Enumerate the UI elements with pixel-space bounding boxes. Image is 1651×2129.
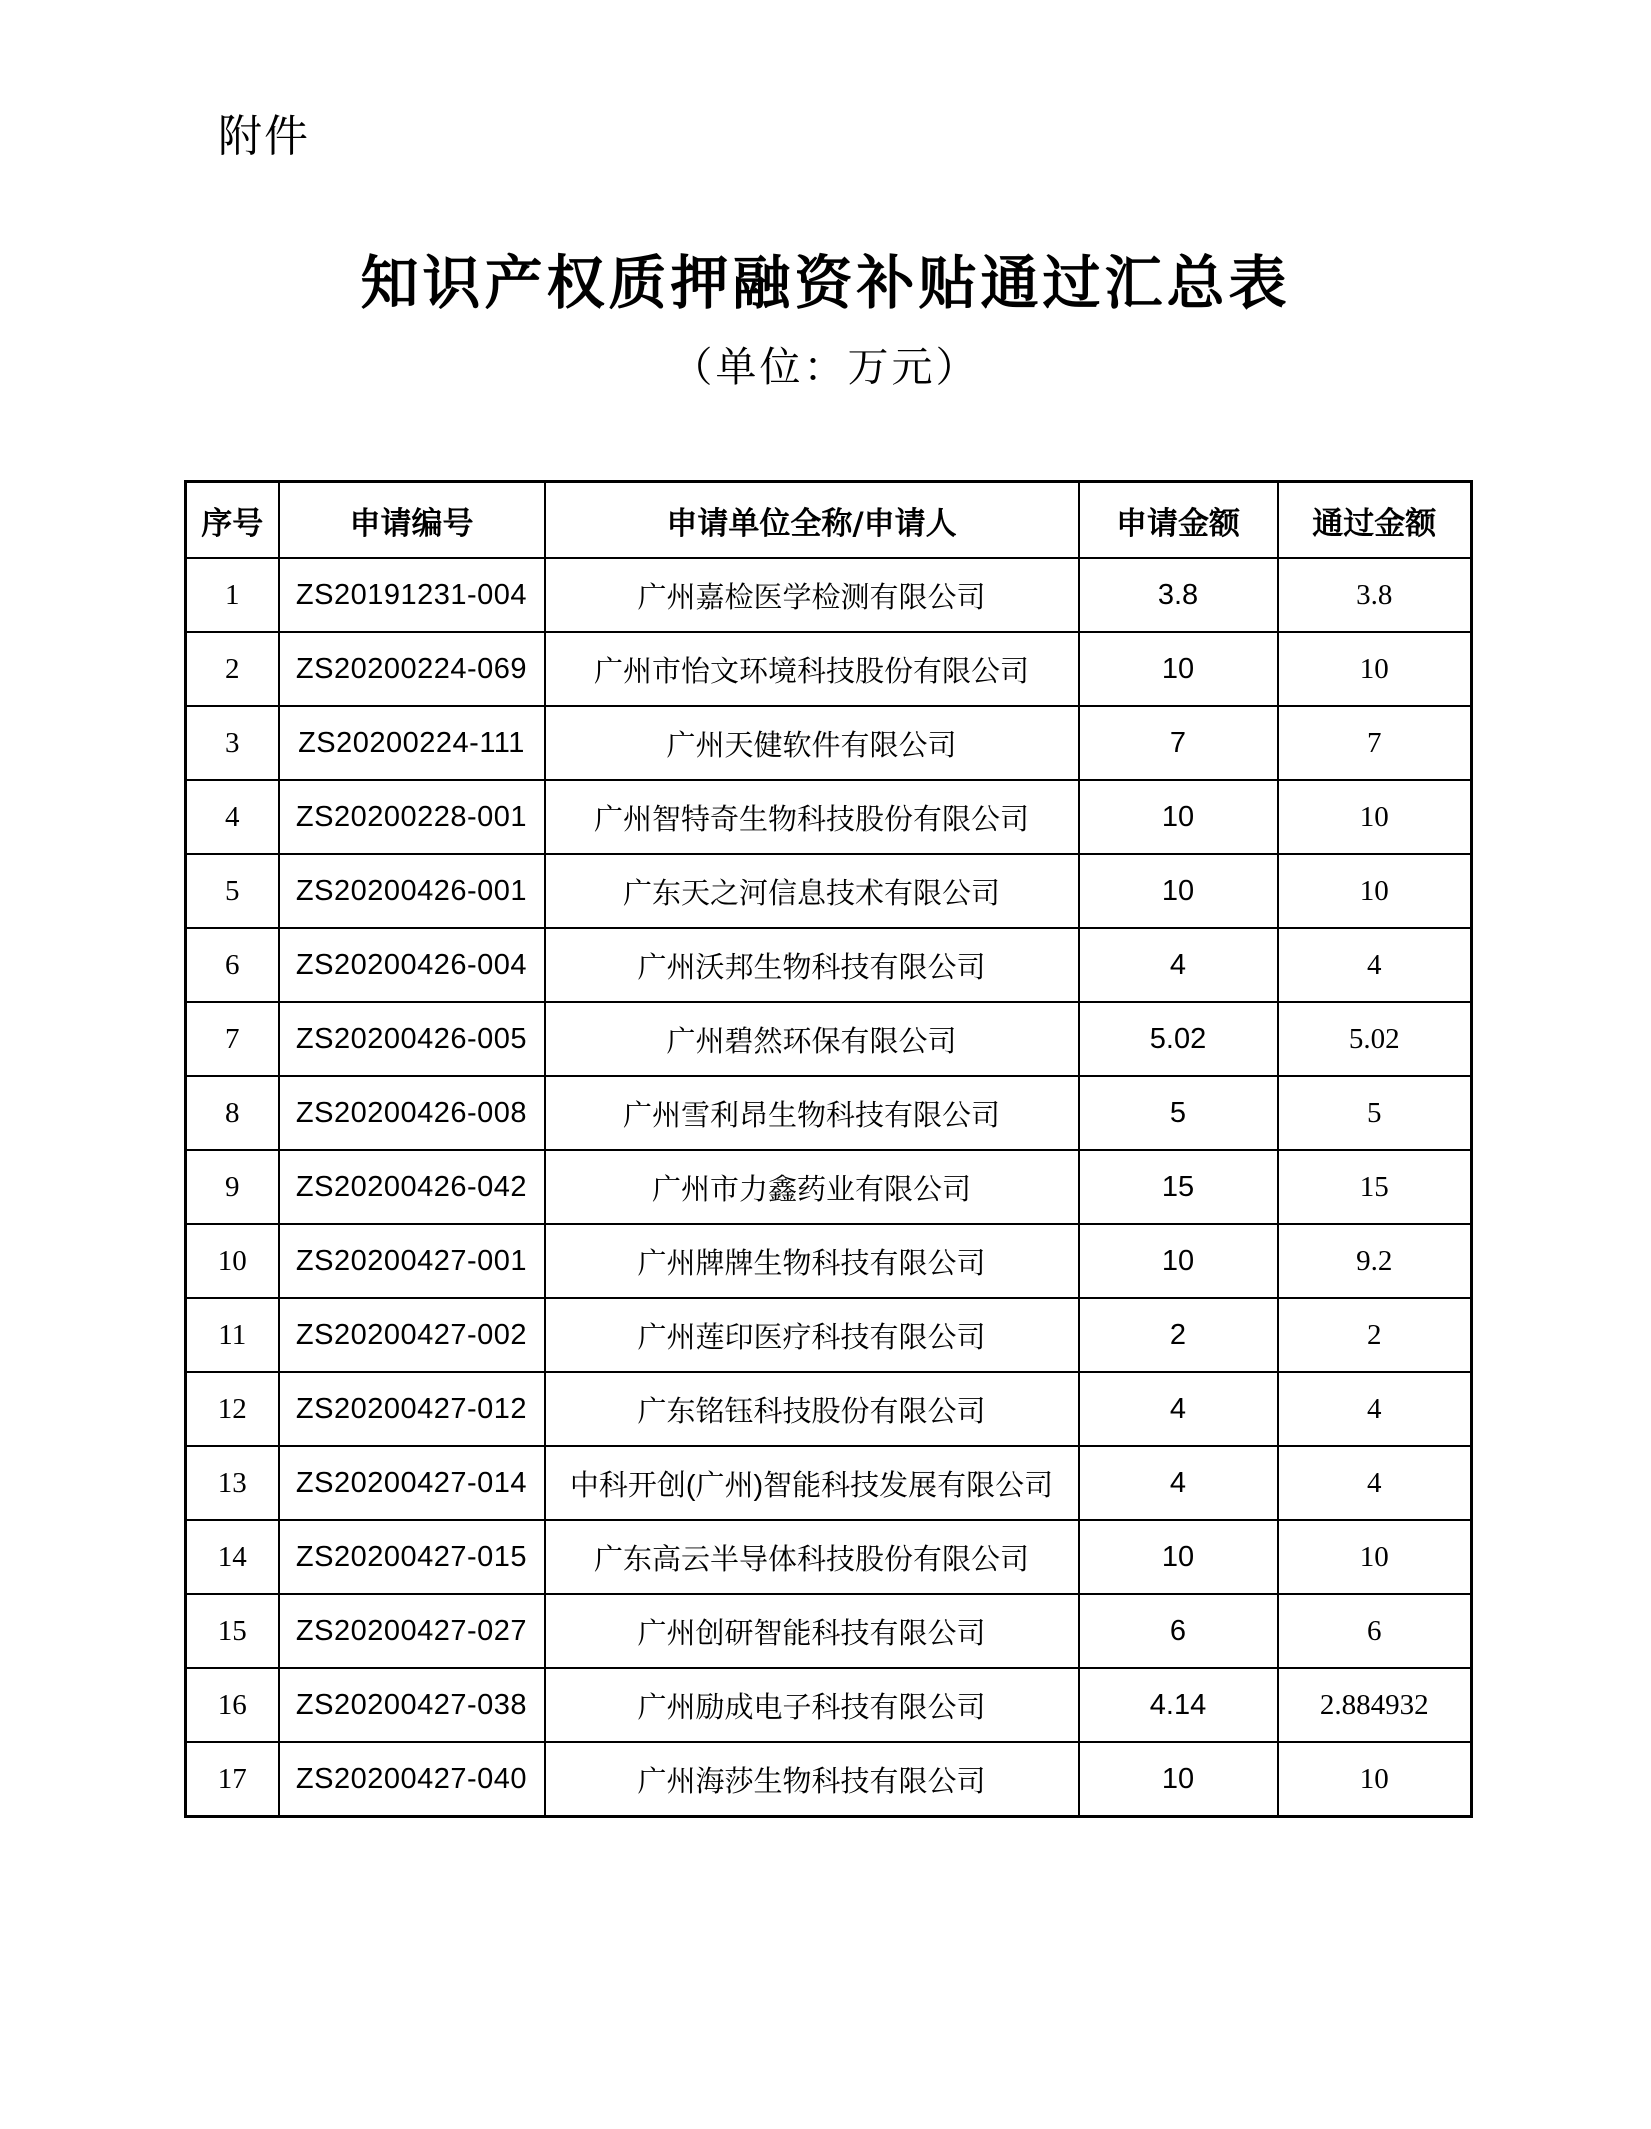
cell-application-no: ZS20200427-012	[279, 1372, 545, 1446]
cell-applicant: 广州励成电子科技有限公司	[545, 1668, 1079, 1742]
cell-applied-amount: 4	[1079, 1372, 1278, 1446]
cell-application-no: ZS20200426-008	[279, 1076, 545, 1150]
cell-applicant: 广州市怡文环境科技股份有限公司	[545, 632, 1079, 706]
table-row	[186, 1520, 1472, 1594]
header-applicant: 申请单位全称/申请人	[545, 482, 1079, 559]
unit-note: （单位：万元）	[671, 343, 980, 391]
table-row	[186, 1150, 1472, 1224]
cell-approved-amount: 4	[1278, 1372, 1472, 1446]
page-title: 知识产权质押融资补贴通过汇总表	[360, 249, 1291, 317]
cell-applicant: 广州碧然环保有限公司	[545, 1002, 1079, 1076]
cell-application-no: ZS20191231-004	[279, 558, 545, 632]
cell-seq: 16	[186, 1668, 279, 1742]
cell-applicant: 广州沃邦生物科技有限公司	[545, 928, 1079, 1002]
cell-application-no: ZS20200427-038	[279, 1668, 545, 1742]
cell-seq: 12	[186, 1372, 279, 1446]
table-row	[186, 1076, 1472, 1150]
cell-application-no: ZS20200228-001	[279, 780, 545, 854]
cell-applied-amount: 10	[1079, 854, 1278, 928]
cell-seq: 11	[186, 1298, 279, 1372]
summary-table	[184, 480, 1473, 1818]
cell-seq: 7	[186, 1002, 279, 1076]
cell-approved-amount: 4	[1278, 1446, 1472, 1520]
cell-seq: 14	[186, 1520, 279, 1594]
cell-applied-amount: 5	[1079, 1076, 1278, 1150]
table-row	[186, 632, 1472, 706]
cell-applicant: 广州天健软件有限公司	[545, 706, 1079, 780]
table-row	[186, 1594, 1472, 1668]
cell-applied-amount: 10	[1079, 1742, 1278, 1817]
cell-application-no: ZS20200426-042	[279, 1150, 545, 1224]
cell-seq: 3	[186, 706, 279, 780]
cell-application-no: ZS20200427-002	[279, 1298, 545, 1372]
cell-approved-amount: 15	[1278, 1150, 1472, 1224]
cell-applied-amount: 2	[1079, 1298, 1278, 1372]
cell-applicant: 广州雪利昂生物科技有限公司	[545, 1076, 1079, 1150]
table-row	[186, 1446, 1472, 1520]
cell-applicant: 广东高云半导体科技股份有限公司	[545, 1520, 1079, 1594]
cell-applicant: 广州嘉检医学检测有限公司	[545, 558, 1079, 632]
header-applied-amount: 申请金额	[1079, 482, 1278, 559]
cell-seq: 8	[186, 1076, 279, 1150]
header-seq: 序号	[186, 482, 279, 559]
cell-approved-amount: 10	[1278, 854, 1472, 928]
header-application-no: 申请编号	[279, 482, 545, 559]
cell-applied-amount: 5.02	[1079, 1002, 1278, 1076]
table-row	[186, 706, 1472, 780]
cell-application-no: ZS20200427-015	[279, 1520, 545, 1594]
cell-applied-amount: 4.14	[1079, 1668, 1278, 1742]
table-row	[186, 1668, 1472, 1742]
cell-seq: 2	[186, 632, 279, 706]
cell-approved-amount: 7	[1278, 706, 1472, 780]
cell-application-no: ZS20200426-005	[279, 1002, 545, 1076]
cell-application-no: ZS20200426-004	[279, 928, 545, 1002]
cell-application-no: ZS20200427-040	[279, 1742, 545, 1817]
table-row	[186, 854, 1472, 928]
cell-applicant: 广州莲印医疗科技有限公司	[545, 1298, 1079, 1372]
cell-application-no: ZS20200224-111	[279, 706, 545, 780]
cell-applicant: 广州市力鑫药业有限公司	[545, 1150, 1079, 1224]
table-row	[186, 1224, 1472, 1298]
cell-approved-amount: 9.2	[1278, 1224, 1472, 1298]
cell-seq: 15	[186, 1594, 279, 1668]
cell-applied-amount: 7	[1079, 706, 1278, 780]
cell-approved-amount: 10	[1278, 1742, 1472, 1817]
cell-applicant: 广东铭钰科技股份有限公司	[545, 1372, 1079, 1446]
table-row	[186, 1298, 1472, 1372]
cell-seq: 10	[186, 1224, 279, 1298]
table-header-row	[186, 482, 1472, 559]
table-row	[186, 1002, 1472, 1076]
cell-applied-amount: 4	[1079, 1446, 1278, 1520]
cell-approved-amount: 3.8	[1278, 558, 1472, 632]
cell-application-no: ZS20200427-014	[279, 1446, 545, 1520]
cell-applied-amount: 10	[1079, 1224, 1278, 1298]
cell-approved-amount: 10	[1278, 780, 1472, 854]
cell-seq: 9	[186, 1150, 279, 1224]
cell-approved-amount: 10	[1278, 1520, 1472, 1594]
cell-applied-amount: 15	[1079, 1150, 1278, 1224]
cell-approved-amount: 2	[1278, 1298, 1472, 1372]
cell-approved-amount: 6	[1278, 1594, 1472, 1668]
cell-applicant: 广东天之河信息技术有限公司	[545, 854, 1079, 928]
cell-approved-amount: 10	[1278, 632, 1472, 706]
attachment-label: 附件	[218, 111, 310, 162]
cell-applicant: 中科开创(广州)智能科技发展有限公司	[545, 1446, 1079, 1520]
cell-approved-amount: 5.02	[1278, 1002, 1472, 1076]
cell-applied-amount: 10	[1079, 780, 1278, 854]
cell-application-no: ZS20200427-027	[279, 1594, 545, 1668]
cell-application-no: ZS20200224-069	[279, 632, 545, 706]
table-row	[186, 558, 1472, 632]
cell-applicant: 广州海莎生物科技有限公司	[545, 1742, 1079, 1817]
cell-applied-amount: 10	[1079, 632, 1278, 706]
table-row	[186, 1372, 1472, 1446]
cell-seq: 6	[186, 928, 279, 1002]
cell-applicant: 广州智特奇生物科技股份有限公司	[545, 780, 1079, 854]
table-row	[186, 1742, 1472, 1817]
header-approved-amount: 通过金额	[1278, 482, 1472, 559]
cell-applicant: 广州创研智能科技有限公司	[545, 1594, 1079, 1668]
cell-approved-amount: 4	[1278, 928, 1472, 1002]
cell-seq: 17	[186, 1742, 279, 1817]
cell-seq: 1	[186, 558, 279, 632]
cell-applied-amount: 4	[1079, 928, 1278, 1002]
cell-application-no: ZS20200426-001	[279, 854, 545, 928]
cell-application-no: ZS20200427-001	[279, 1224, 545, 1298]
cell-approved-amount: 2.884932	[1278, 1668, 1472, 1742]
cell-seq: 13	[186, 1446, 279, 1520]
table-row	[186, 928, 1472, 1002]
cell-applied-amount: 3.8	[1079, 558, 1278, 632]
cell-applied-amount: 10	[1079, 1520, 1278, 1594]
cell-applied-amount: 6	[1079, 1594, 1278, 1668]
table-row	[186, 780, 1472, 854]
cell-approved-amount: 5	[1278, 1076, 1472, 1150]
cell-seq: 4	[186, 780, 279, 854]
cell-seq: 5	[186, 854, 279, 928]
cell-applicant: 广州牌牌生物科技有限公司	[545, 1224, 1079, 1298]
